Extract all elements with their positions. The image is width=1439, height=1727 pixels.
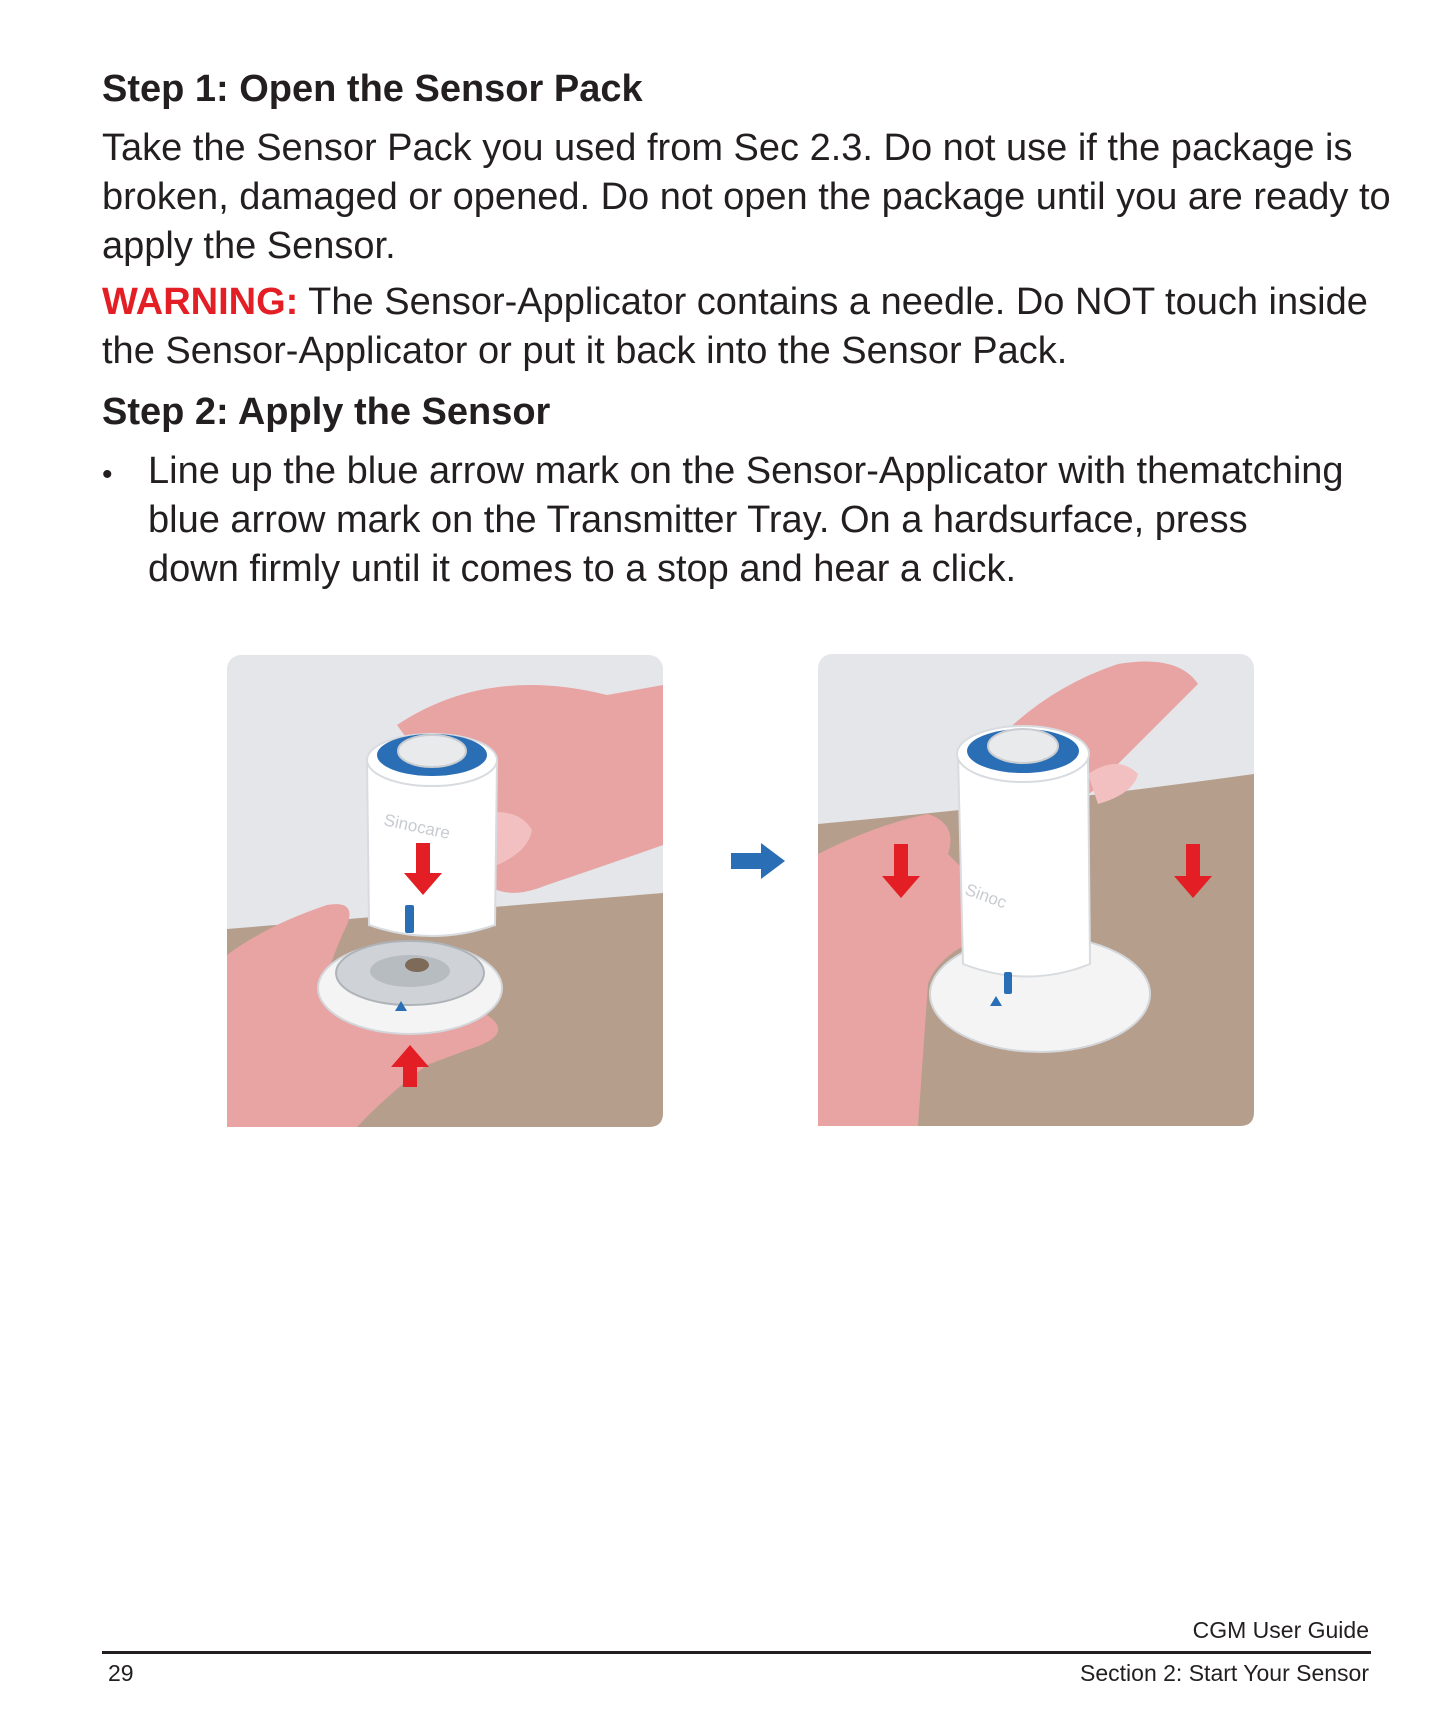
warning-text: The Sensor-Applicator contains a needle. Do NOT touch inside the Sensor-Applicator or put it back into the Sensor Pack.	[102, 281, 1368, 372]
step1-body: Take the Sensor Pack you used from Sec 2.3. Do not use if the package is broken, damaged or opened. Do not open the package until you are ready to apply the Sensor.	[102, 127, 1391, 267]
applicator-brand-text: Sinoc	[962, 879, 1010, 913]
warning-paragraph	[102, 278, 1392, 376]
sensor-applicator-icon	[958, 754, 1090, 977]
warning-label: WARNING:	[102, 281, 299, 323]
step1-heading: Step 1: Open the Sensor Pack	[102, 68, 643, 110]
applicator-alignment-illustration	[227, 655, 663, 1127]
applicator-press-illustration	[818, 654, 1254, 1126]
step2-heading: Step 2: Apply the Sensor	[102, 391, 551, 433]
page-number: 29	[108, 1660, 134, 1686]
applicator-button	[988, 729, 1058, 763]
next-step-arrow-icon	[731, 843, 785, 879]
footer-rule	[102, 1651, 1371, 1654]
applicator-button	[398, 735, 466, 767]
step2-bullet-text: Line up the blue arrow mark on the Sensor-Applicator with thematching blue arrow mark on the Transmitter Tray. On a hardsurface, press down firmly until it comes to a stop and hear a click.	[148, 450, 1344, 590]
applicator-blue-arrow-mark	[1004, 972, 1012, 994]
bullet-marker: •	[102, 458, 113, 491]
applicator-blue-arrow-mark	[405, 905, 414, 933]
footer-guide-title: CGM User Guide	[1192, 1617, 1369, 1643]
applicator-brand-text: Sinocare	[382, 810, 452, 843]
footer-section-title: Section 2: Start Your Sensor	[1080, 1660, 1369, 1686]
